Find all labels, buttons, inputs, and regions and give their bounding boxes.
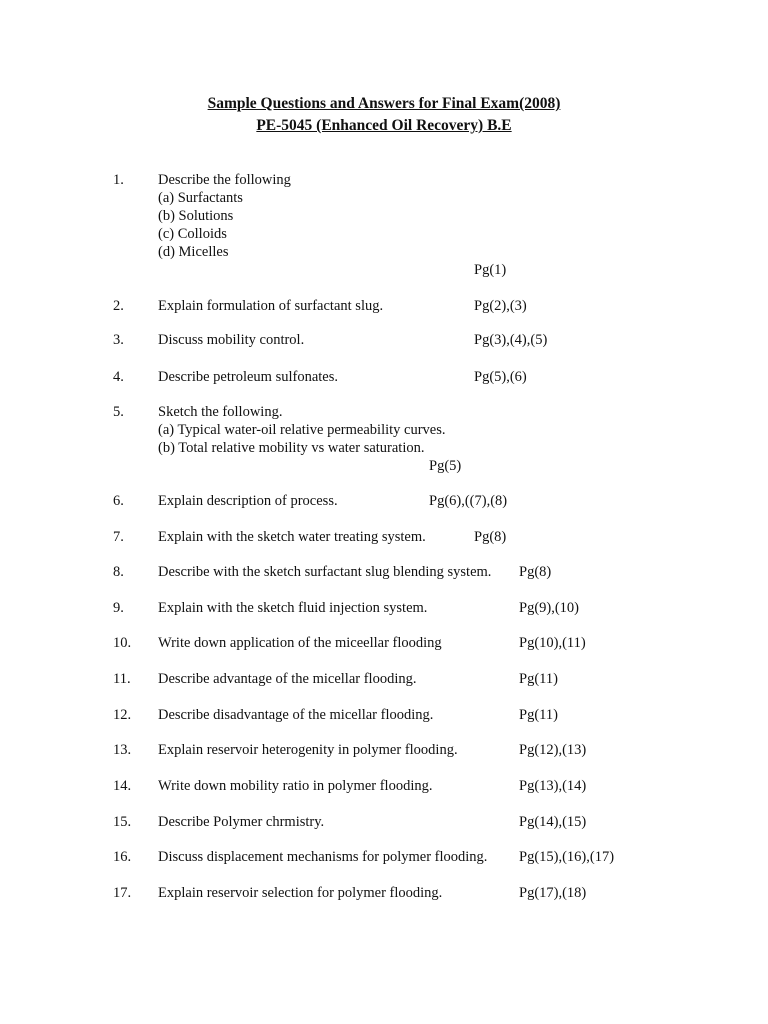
- page-reference: Pg(2),(3): [474, 298, 527, 314]
- page-reference: Pg(10),(11): [519, 635, 586, 651]
- question-number: 5.: [113, 404, 124, 420]
- question-text: Describe the following: [158, 172, 291, 188]
- question-text: Describe petroleum sulfonates.: [158, 369, 338, 385]
- question-number: 2.: [113, 298, 124, 314]
- page-reference: Pg(13),(14): [519, 778, 587, 794]
- page-reference: Pg(11): [519, 707, 558, 723]
- question-subitem: (b) Solutions: [158, 208, 234, 224]
- page-reference: Pg(17),(18): [519, 885, 587, 901]
- page-reference: Pg(6),((7),(8): [429, 493, 508, 509]
- question-number: 6.: [113, 493, 124, 509]
- question-number: 3.: [113, 332, 124, 348]
- question-number: 10.: [113, 635, 132, 651]
- question-text: Discuss displacement mechanisms for polymer flooding.: [158, 849, 488, 865]
- question-text: Explain with the sketch fluid injection system.: [158, 600, 428, 616]
- question-text: Explain reservoir heterogenity in polymer flooding.: [158, 742, 458, 758]
- question-text: Describe Polymer chrmistry.: [158, 814, 325, 830]
- question-number: 16.: [113, 849, 132, 865]
- question-subitem: (a) Typical water-oil relative permeability curves.: [158, 422, 446, 438]
- page-reference: Pg(14),(15): [519, 814, 587, 830]
- question-subitem: (c) Colloids: [158, 226, 227, 242]
- page-title: Sample Questions and Answers for Final Exam(2008): [207, 95, 561, 112]
- question-text: Explain formulation of surfactant slug.: [158, 298, 384, 314]
- question-subitem: (a) Surfactants: [158, 190, 243, 206]
- page-reference: Pg(1): [474, 262, 507, 278]
- question-number: 17.: [113, 885, 132, 901]
- page-reference: Pg(3),(4),(5): [474, 332, 548, 348]
- page-reference: Pg(8): [474, 529, 507, 545]
- question-text: Sketch the following.: [158, 404, 283, 420]
- page-reference: Pg(12),(13): [519, 742, 587, 758]
- question-number: 9.: [113, 600, 124, 616]
- question-number: 4.: [113, 369, 124, 385]
- question-number: 11.: [113, 671, 131, 687]
- question-text: Explain reservoir selection for polymer flooding.: [158, 885, 443, 901]
- question-subitem: (d) Micelles: [158, 244, 229, 260]
- question-text: Explain with the sketch water treating system.: [158, 529, 426, 545]
- question-text: Describe with the sketch surfactant slug blending system.: [158, 564, 492, 580]
- question-text: Describe advantage of the micellar flooding.: [158, 671, 417, 687]
- page-subtitle: PE-5045 (Enhanced Oil Recovery) B.E: [256, 117, 512, 134]
- question-text: Write down mobility ratio in polymer flooding.: [158, 778, 433, 794]
- question-number: 8.: [113, 564, 124, 580]
- page-reference: Pg(15),(16),(17): [519, 849, 615, 865]
- question-number: 14.: [113, 778, 132, 794]
- page-reference: Pg(5): [429, 458, 462, 474]
- question-text: Describe disadvantage of the micellar flooding.: [158, 707, 434, 723]
- question-subitem: (b) Total relative mobility vs water saturation.: [158, 440, 425, 456]
- question-number: 15.: [113, 814, 132, 830]
- question-text: Explain description of process.: [158, 493, 338, 509]
- page-reference: Pg(8): [519, 564, 552, 580]
- question-number: 12.: [113, 707, 132, 723]
- page-reference: Pg(11): [519, 671, 558, 687]
- page-reference: Pg(9),(10): [519, 600, 580, 616]
- question-number: 1.: [113, 172, 124, 188]
- question-text: Discuss mobility control.: [158, 332, 305, 348]
- question-number: 13.: [113, 742, 132, 758]
- page-reference: Pg(5),(6): [474, 369, 527, 385]
- question-text: Write down application of the miceellar flooding: [158, 635, 442, 651]
- question-number: 7.: [113, 529, 124, 545]
